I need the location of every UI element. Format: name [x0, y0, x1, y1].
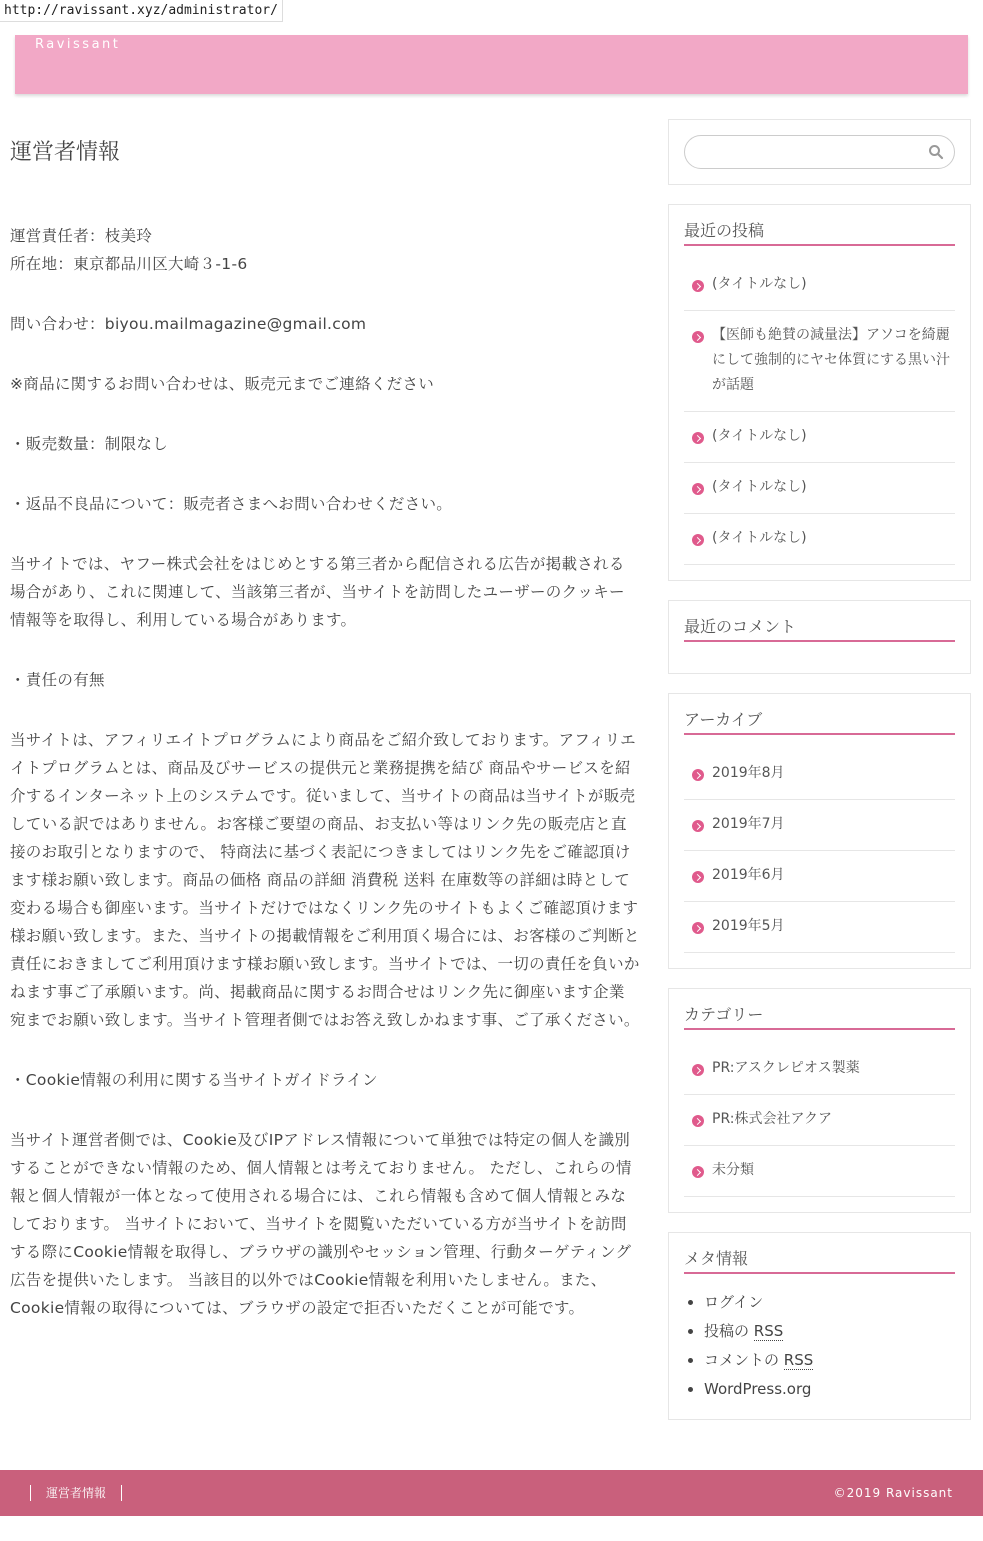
recent-post-item-link[interactable]: (タイトルなし)	[712, 428, 807, 444]
chevron-right-icon	[692, 1064, 704, 1076]
posts-rss-link[interactable]	[704, 1322, 783, 1341]
search-widget	[668, 119, 971, 185]
archives-widget	[668, 693, 971, 969]
meta-list	[684, 1288, 955, 1404]
comments-rss-prefix: コメントの	[704, 1351, 784, 1369]
chevron-right-icon	[692, 1166, 704, 1178]
recent-post-item-link[interactable]: (タイトルなし)	[712, 479, 807, 495]
chevron-right-icon	[692, 331, 704, 343]
recent-post-item-link[interactable]: (タイトルなし)	[712, 276, 807, 292]
article-body	[10, 222, 640, 1322]
paragraph-line: ※商品に関するお問い合わせは、販売元までご連絡ください	[10, 375, 435, 393]
chevron-right-icon	[692, 871, 704, 883]
article-paragraph	[10, 490, 640, 518]
chevron-right-icon	[692, 820, 704, 832]
paragraph-line: 問い合わせ：biyou.mailmagazine@gmail.com	[10, 315, 367, 333]
paragraph-line: ・販売数量：制限なし	[10, 435, 169, 453]
recent-post-item	[684, 260, 955, 311]
article-paragraph	[10, 370, 640, 398]
recent-post-item	[684, 463, 955, 514]
article-paragraph	[10, 310, 640, 338]
archive-item-link[interactable]: 2019年6月	[712, 867, 785, 883]
site-title[interactable]: Ravissant	[35, 37, 121, 52]
article-paragraph	[10, 550, 640, 634]
paragraph-line: ・Cookie情報の利用に関する当サイトガイドライン	[10, 1071, 378, 1089]
meta-item-login	[704, 1288, 955, 1317]
footer-nav-link[interactable]: 運営者情報	[30, 1485, 122, 1501]
meta-item-wordpress	[704, 1375, 955, 1404]
chevron-right-icon	[692, 432, 704, 444]
search-input[interactable]	[697, 136, 927, 168]
rss-abbr: RSS	[753, 1322, 784, 1340]
main-content	[10, 130, 640, 1354]
rss-abbr: RSS	[783, 1351, 814, 1369]
category-item	[684, 1146, 955, 1197]
recent-post-item-link[interactable]: 【医師も絶賛の減量法】アソコを綺麗にして強制的にヤセ体質にする黒い汁が話題	[712, 327, 950, 393]
category-item	[684, 1095, 955, 1146]
article-paragraph	[10, 726, 640, 1034]
meta-item-comments-rss	[704, 1346, 955, 1375]
paragraph-line: ・返品不良品について：販売者さまへお問い合わせください。	[10, 495, 453, 513]
meta-widget	[668, 1232, 971, 1420]
site-header	[15, 35, 968, 94]
category-item-link[interactable]: PR:株式会社アクア	[712, 1111, 833, 1127]
archive-item-link[interactable]: 2019年7月	[712, 816, 785, 832]
login-link[interactable]: ログイン	[704, 1293, 764, 1311]
paragraph-line: 運営責任者：枝美玲	[10, 227, 153, 245]
paragraph-line: 所在地：東京都品川区大崎３-1-6	[10, 255, 248, 273]
recent-post-item	[684, 311, 955, 412]
recent-post-item	[684, 514, 955, 565]
recent-posts-title: 最近の投稿	[684, 220, 955, 246]
chevron-right-icon	[692, 1115, 704, 1127]
comments-rss-link[interactable]	[704, 1351, 813, 1370]
paragraph-line: 当サイト運営者側では、Cookie及びIPアドレス情報について単独では特定の個人を識別することができない情報のため、個人情報とは考えておりません。 ただし、これらの情報と個人情報が一体となって使用される場合には、これら情報も含めて個人情報とみなしております。 当サイトにおいて、当サイトを閲覧いただいている方が当サイトを訪問する際にCookie情報を取得し、ブラウザの識別やセッション管理、行動ターゲティング広告を提供いたします。 当該目的以外ではCookie情報を利用いたしません。また、Cookie情報の取得については、ブラウザの設定で拒否いただくことが可能です。	[10, 1131, 632, 1317]
recent-post-item-link[interactable]: (タイトルなし)	[712, 530, 807, 546]
article-paragraph	[10, 430, 640, 458]
meta-title: メタ情報	[684, 1248, 955, 1274]
article-paragraph	[10, 1126, 640, 1322]
article-paragraph	[10, 666, 640, 694]
article-paragraph	[10, 1066, 640, 1094]
site-footer	[0, 1470, 983, 1516]
paragraph-line: ・責任の有無	[10, 671, 105, 689]
archive-item	[684, 800, 955, 851]
chevron-right-icon	[692, 534, 704, 546]
paragraph-line: 当サイトでは、ヤフー株式会社をはじめとする第三者から配信される広告が掲載される場合があり、これに関連して、当該第三者が、当サイトを訪問したユーザーのクッキー情報等を取得し、利用している場合があります。	[10, 555, 625, 629]
posts-rss-prefix: 投稿の	[704, 1322, 754, 1340]
archive-item	[684, 851, 955, 902]
archive-item	[684, 902, 955, 953]
categories-list	[684, 1044, 955, 1197]
archive-item-link[interactable]: 2019年8月	[712, 765, 785, 781]
chevron-right-icon	[692, 922, 704, 934]
paragraph-line: 当サイトは、アフィリエイトプログラムにより商品をご紹介致しております。アフィリエイトプログラムとは、商品及びサービスの提供元と業務提携を結び 商品やサービスを紹介するインターネット上のシステムです。従いまして、当サイトの商品は当サイトが販売している訳ではありません。お客様ご要望の商品、お支払い等はリンク先の販売店と直接のお取引となりますので、 特商法に基づく表記につきましてはリンク先をご確認頂けます様お願い致します。商品の価格 商品の詳細 消費税 送料 在庫数等の詳細は時として変わる場合も御座います。当サイトだけではなくリンク先のサイトもよくご確認頂けます様お願い致します。また、当サイトの掲載情報をご利用頂く場合には、お客様のご判断と責任におきましてご利用頂けます様お願い致します。当サイトでは、一切の責任を負いかねます事ご了承願います。尚、掲載商品に関するお問合せはリンク先に御座います企業宛までお願い致します。当サイト管理者側ではお答え致しかねます事、ご了承ください。	[10, 731, 640, 1029]
recent-comments-title: 最近のコメント	[684, 616, 955, 642]
categories-widget	[668, 988, 971, 1213]
categories-title: カテゴリー	[684, 1004, 955, 1030]
archive-item	[684, 749, 955, 800]
category-item-link[interactable]: PR:アスクレピオス製薬	[712, 1060, 860, 1076]
archives-list	[684, 749, 955, 953]
chevron-right-icon	[692, 483, 704, 495]
wordpress-link[interactable]: WordPress.org	[704, 1380, 812, 1398]
chevron-right-icon	[692, 280, 704, 292]
page-title: 運営者情報	[10, 140, 121, 165]
meta-item-posts-rss	[704, 1317, 955, 1346]
recent-posts-widget	[668, 204, 971, 581]
address-bar[interactable]: http://ravissant.xyz/administrator/	[0, 0, 283, 22]
recent-comments-widget	[668, 600, 971, 674]
search-form	[684, 135, 955, 169]
article-paragraph	[10, 222, 640, 278]
search-icon[interactable]	[928, 144, 944, 160]
archives-title: アーカイブ	[684, 709, 955, 735]
sidebar	[668, 119, 971, 1439]
archive-item-link[interactable]: 2019年5月	[712, 918, 785, 934]
category-item	[684, 1044, 955, 1095]
chevron-right-icon	[692, 769, 704, 781]
recent-posts-list	[684, 260, 955, 565]
recent-post-item	[684, 412, 955, 463]
copyright: ©2019 Ravissant	[833, 1486, 953, 1500]
category-item-link[interactable]: 未分類	[712, 1162, 754, 1178]
